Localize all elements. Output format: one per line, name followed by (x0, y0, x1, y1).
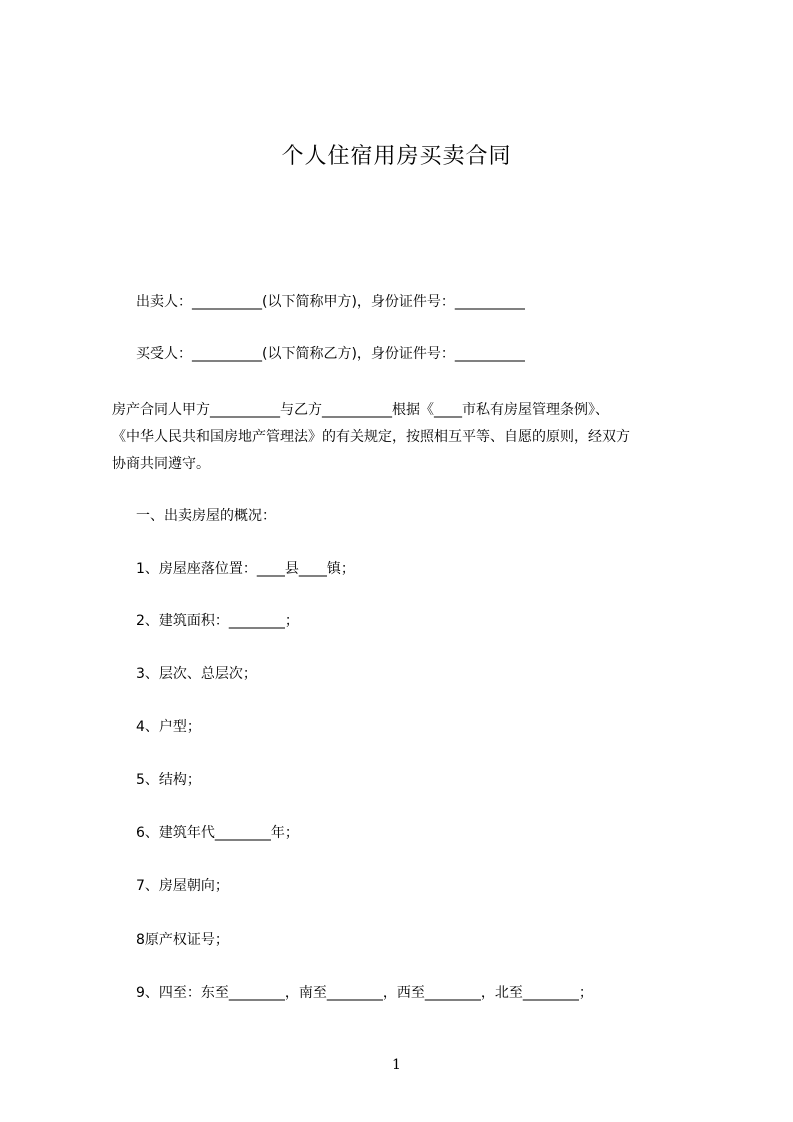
list-item: 1、房屋座落位置：____县____镇； (136, 561, 355, 577)
document-title: 个人住宿用房买卖合同 (281, 144, 512, 169)
intro-paragraph-line: 协商共同遵守。 (112, 456, 210, 472)
buyer-line: 买受人：__________(以下简称乙方)，身份证件号：__________ (136, 346, 525, 362)
intro-paragraph-line: 《中华人民共和国房地产管理法》的有关规定，按照相互平等、自愿的原则，经双方 (112, 429, 630, 445)
page-number: 1 (392, 1057, 401, 1073)
intro-paragraph (112, 397, 702, 478)
list-item: 8原产权证号； (136, 932, 229, 948)
seller-line: 出卖人：__________(以下简称甲方)，身份证件号：__________ (136, 294, 525, 310)
section-heading: 一、出卖房屋的概况： (136, 508, 276, 524)
list-item: 4、户型； (136, 719, 201, 735)
list-item: 3、层次、总层次； (136, 666, 257, 682)
list-item: 9、四至：东至________，南至________，西至________，北至________； (136, 985, 593, 1001)
list-item: 7、房屋朝向； (136, 878, 229, 894)
intro-paragraph-line: 房产合同人甲方__________与乙方__________根据《____市私有房屋管理条例》、 (112, 402, 609, 418)
list-item: 5、结构； (136, 772, 201, 788)
list-item: 2、建筑面积：________； (136, 613, 299, 629)
list-item: 6、建筑年代________年； (136, 825, 299, 841)
